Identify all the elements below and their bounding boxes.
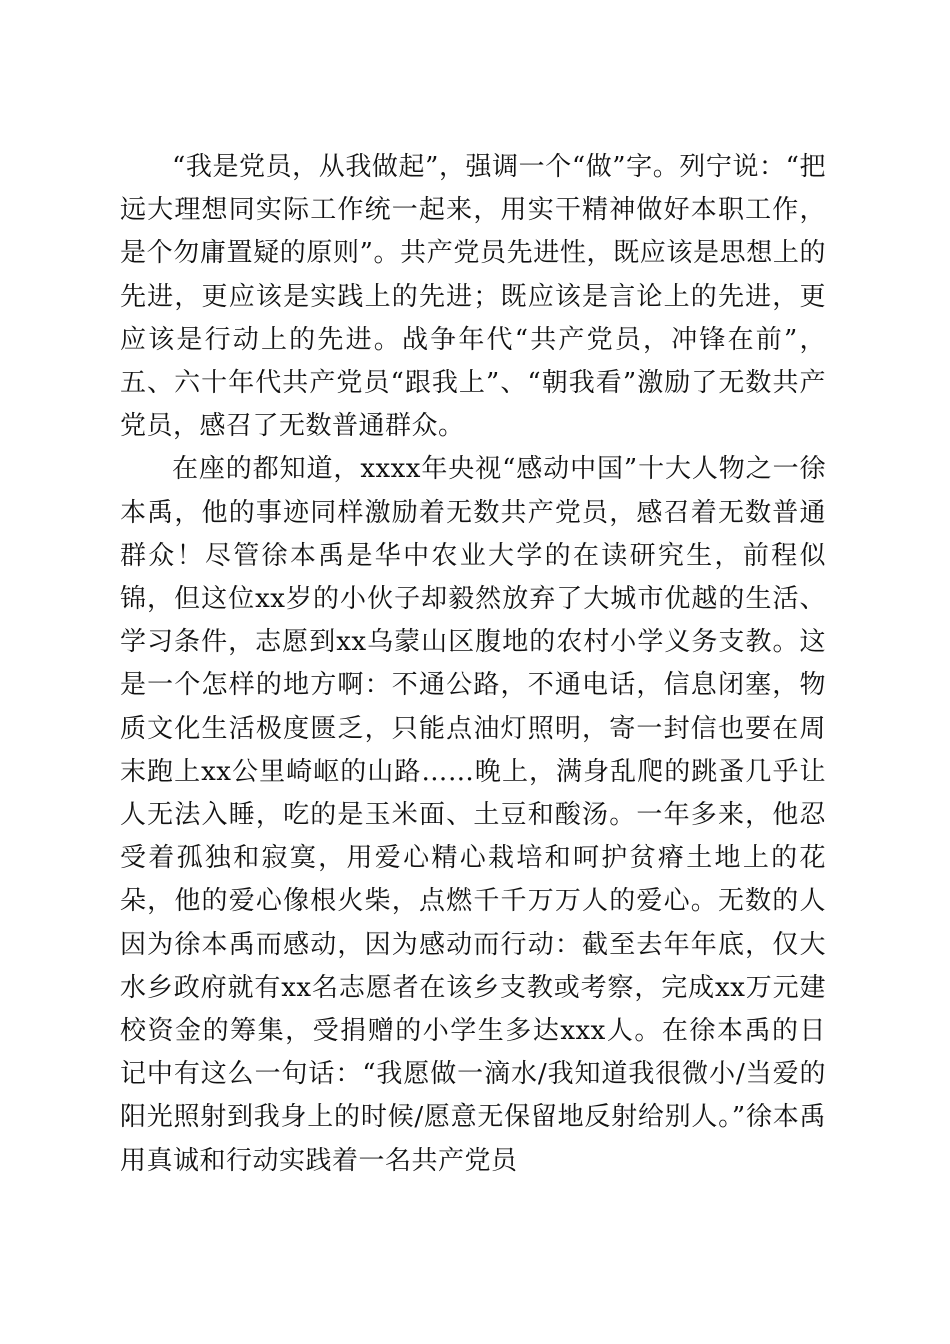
paragraph-1: “我是党员，从我做起”，强调一个“做”字。列宁说：“把远大理想同实际工作统一起来，用实干精神做好本职工作，是个勿庸置疑的原则”。共产党员先进性，既应该是思想上的先进，更应该是实践上的先进；既应该是言论上的先进，更应该是行动上的先进。战争年代“共产党员，冲锋在前”，五、六十年代共产党员“跟我上”、“朝我看”激励了无数共产党员，感召了无数普通群众。 [120, 152, 826, 442]
paragraph-2: 在座的都知道，xxxx年央视“感动中国”十大人物之一徐本禹，他的事迹同样激励着无数共产党员，感召着无数普通群众！尽管徐本禹是华中农业大学的在读研究生，前程似锦，但这位xx岁的小伙子却毅然放弃了大城市优越的生活、学习条件，志愿到xx乌蒙山区腹地的农村小学义务支教。这是一个怎样的地方啊：不通公路，不通电话，信息闭塞，物质文化生活极度匮乏，只能点油灯照明，寄一封信也要在周末跑上xx公里崎岖的山路……晚上，满身乱爬的跳蚤几乎让人无法入睡，吃的是玉米面、土豆和酸汤。一年多来，他忍受着孤独和寂寞，用爱心精心栽培和呵护贫瘠土地上的花朵，他的爱心像根火柴，点燃千千万万人的爱心。无数的人因为徐本禹而感动，因为感动而行动：截至去年年底，仅大水乡政府就有xx名志愿者在该乡支教或考察，完成xx万元建校资金的筹集，受捐赠的小学生多达xxx人。在徐本禹的日记中有这么一句话：“我愿做一滴水/我知道我很微小/当爱的阳光照射到我身上的时候/愿意无保留地反射给别人。”徐本禹用真诚和行动实践着一名共产党员 [120, 454, 826, 1176]
document-body [120, 146, 826, 1183]
